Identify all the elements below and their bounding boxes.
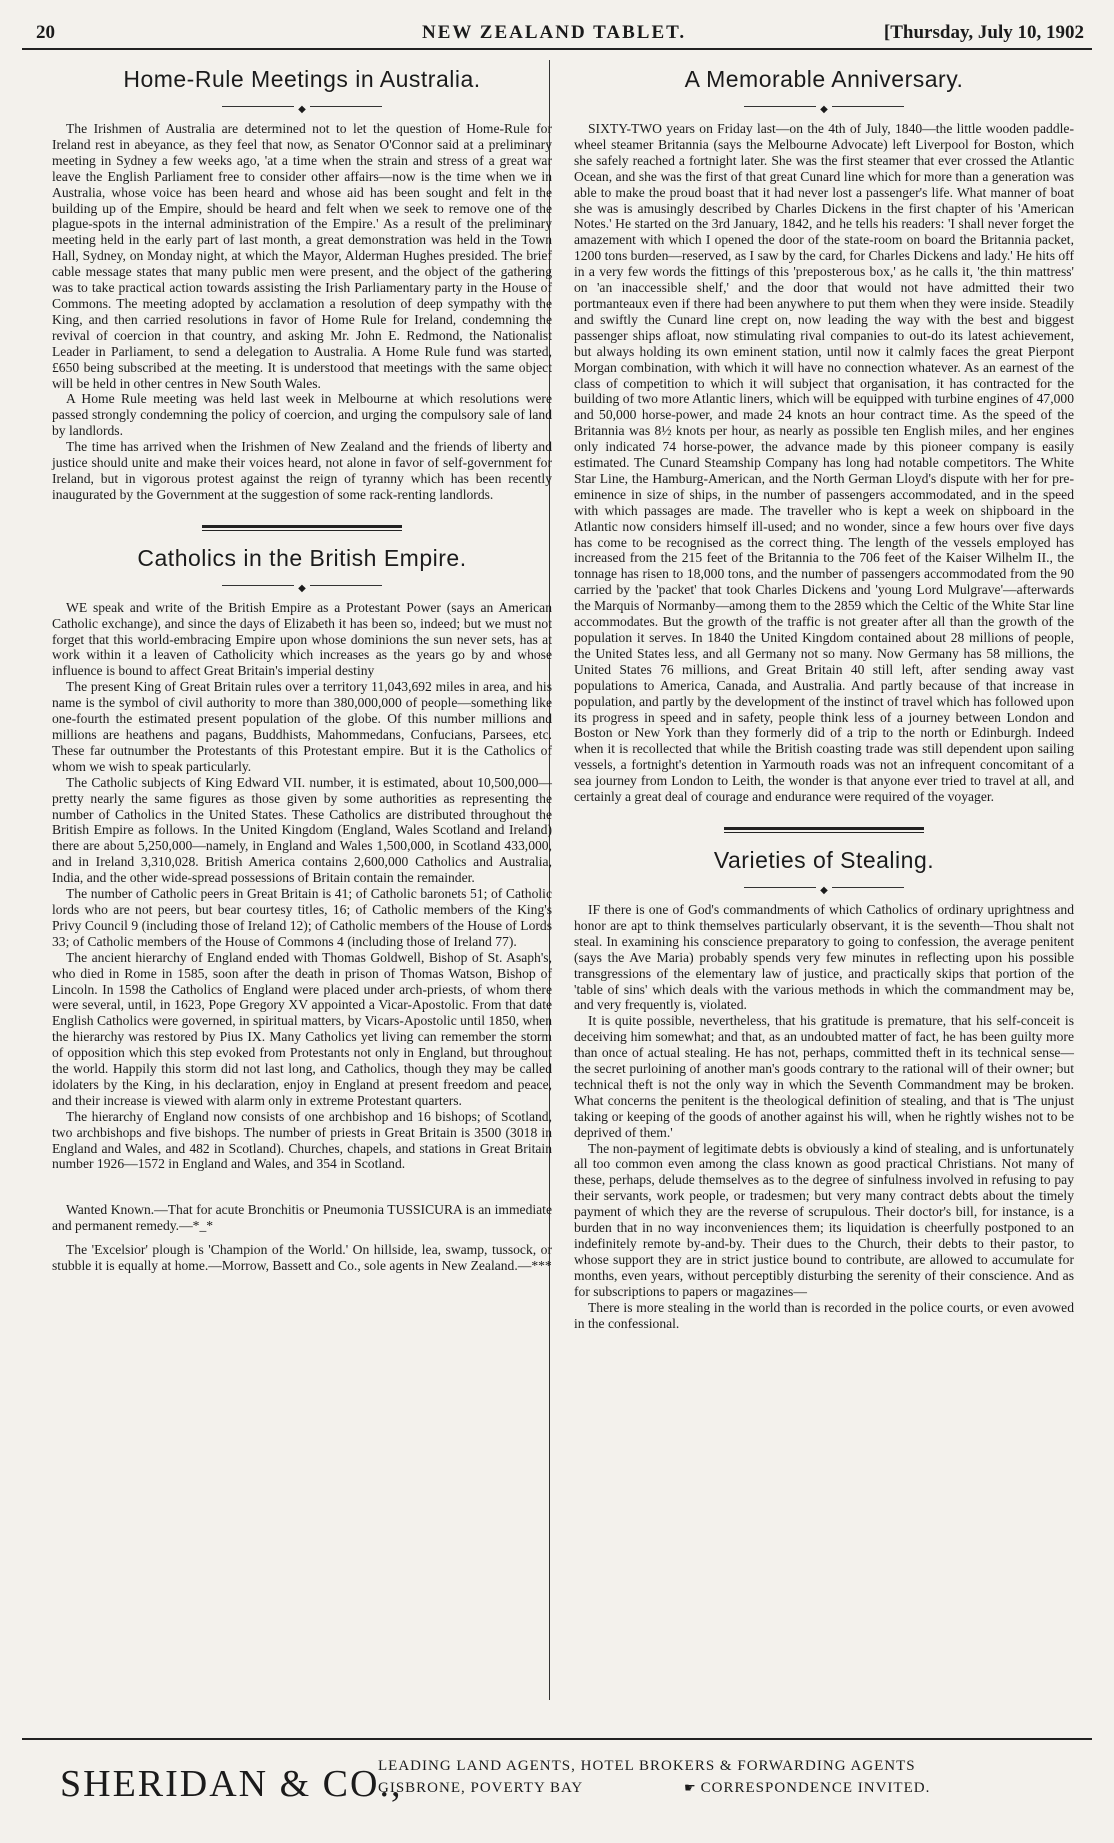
paragraph: A Home Rule meeting was held last week in Melbourne at which resolutions were passed strongly condemning the policy of coercion, and urging the compulsory sale of land by landlords. (52, 391, 552, 439)
paragraph: The Irishmen of Australia are determined not to let the question of Home-Rule for Ireland rest in abeyance, as they feel that now, as Senator O'Connor said at a preliminary meeting in Sydney a few weeks ago, 'at a time when the strain and stress of a great war leave the English Parliament free to consider other affairs—now is the time when we in Australia, whose voice has been heard and whose aid has been sought and felt in the building up of the Empire, should be heard and felt when we seek to remove one of the plague-spots in the internal administration of the Empire.' As a result of the preliminary meeting held in the early part of last month, a great demonstration was held in the Town Hall, Sydney, on Monday night, at which the Mayor, Alderman Hughes presided. The brief cable message states that many public men were present, and the object of the gathering was to take practical action towards assisting the Irish Parliamentary party in the House of Commons. The meeting adopted by acclamation a resolution of deep sympathy with the King, and then carried resolutions in favor of Home Rule for Ireland, condemning the revival of coercion in that country, and asking Mr. John E. Redmond, the Nationalist Leader in Parliament, to send a delegation to Australia. A Home Rule fund was started, £650 being subscribed at the meeting. It is understood that meetings with the same object will be held in other centres in New South Wales. (52, 121, 552, 391)
article-stealing (574, 847, 1074, 1331)
page-number: 20 (36, 22, 55, 43)
paragraph: The time has arrived when the Irishmen of New Zealand and the friends of liberty and justice should unite and make their voices heard, not alone in favor of self-government for Ireland, but in vigorous protest against the reign of tyranny which has been recently inaugurated by the Government at the suggestion of some rack-renting landlords. (52, 439, 552, 502)
footer-advert (22, 1738, 1092, 1830)
article-home-rule (52, 66, 552, 503)
publication-title: NEW ZEALAND TABLET. (422, 22, 687, 43)
article-catholics (52, 545, 552, 1173)
advertisement: The 'Excelsior' plough is 'Champion of the World.' On hillside, lea, swamp, tussock, or stubble it is equally at home.—Morrow, Bassett and Co., sole agents in New Zealand.—*** (52, 1242, 552, 1274)
advertiser-services: LEADING LAND AGENTS, HOTEL BROKERS & FORWARDING AGENTS (378, 1758, 916, 1774)
title-ornament: ◆ (52, 99, 552, 113)
article-title: Catholics in the British Empire. (137, 544, 467, 571)
advertiser-location: GISBRONE, POVERTY BAY (378, 1780, 584, 1796)
paragraph: The hierarchy of England now consists of one archbishop and 16 bishops; of Scotland, two archbishops and five bishops. The number of priests in Great Britain is 3500 (3018 in England and Wales, and 482 in Scotland). Churches, chapels, and stations in Great Britain number 1926—1572 in England and Wales, and 354 in Scotland. (52, 1108, 552, 1172)
title-ornament: ◆ (574, 880, 1074, 894)
title-ornament: ◆ (52, 578, 552, 592)
issue-date: [Thursday, July 10, 1902 (883, 22, 1084, 43)
section-rule (724, 827, 924, 833)
pointing-hand-icon: ☛ (684, 1780, 697, 1795)
article-anniversary (574, 66, 1074, 805)
section-rule (202, 525, 402, 531)
correspondence-invite (684, 1780, 930, 1797)
page-header (22, 18, 1092, 50)
advertisement: Wanted Known.—That for acute Bronchitis or Pneumonia TUSSICURA is an immediate and permanent remedy.—*_* (52, 1202, 552, 1234)
invite-text: CORRESPONDENCE INVITED. (700, 1780, 931, 1796)
paragraph: The present King of Great Britain rules over a territory 11,043,692 miles in area, and his name is the symbol of civil authority to more than 380,000,000 of people—something like one-fourth the estimated present population of the globe. Of this number millions and millions are heathens and pagans, Buddhists, Mahommedans, Confucians, Parsees, etc. These far outnumber the Protestants of this Protestant empire. But it is the Catholics of whom we wish to speak particularly. (52, 679, 552, 774)
paragraph: There is more stealing in the world than is recorded in the police courts, or even avowed in the confessional. (574, 1299, 1074, 1331)
article-title: Home-Rule Meetings in Australia. (123, 66, 481, 92)
article-title: Varieties of Stealing. (713, 846, 935, 873)
paragraph: The non-payment of legitimate debts is obviously a kind of stealing, and is unfortunately all too common even among the class known as good practical Christians. Not many of these, perhaps, delude themselves as to the degree of sinfulness involved in refusing to pay their servants, work people, or tradesmen; but very many contract debts about the timely payment of which they are the reverse of scrupulous. Their doctor's bill, for instance, is a burden that in no way inconveniences them; its liquidation is cheerfully postponed to an indefinitely remote by-and-by. Their dues to the Church, their debts to their pastor, to whose support they are in strict justice bound to contribute, are allowed to accumulate for months, even years, without perceptibly disturbing the serenity of their conscience. And as for subscriptions to papers or magazines— (574, 1140, 1074, 1299)
paragraph: SIXTY-TWO years on Friday last—on the 4th of July, 1840—the little wooden paddle-wheel steamer Britannia (says the Melbourne Advocate) left Liverpool for Boston, which she safely reached a fortnight later. She was the first steamer that ever crossed the Atlantic Ocean, and she was the first of that great Cunard line which for more than a generation was able to make the proud boast that it had never lost a passenger's life. What manner of boat she was is amusingly described by Charles Dickens in the first chapter of his 'American Notes.' He started on the 3rd January, 1842, and he tells his readers: 'I shall never forget the amazement with which I opened the door of the state-room on board the Britannia packet, 1200 tons burden—reserved, as I saw by the card, for Charles Dickens and lady.' He hits off in a very few words the fittings of this 'preposterous box,' as he calls it, 'the thin mattress' on 'an inaccessible shelf,' and the door that would not have admitted their two portmanteaux even if there had been anywhere to put them when they were inside. Steadily and swiftly the Cunard line crept on, now leading the way with the best and biggest passenger ships afloat, now stimulating rival companies to out-do its latest achievement, but always holding its own eminent station, until now it calmly faces the great Pierpont Morgan combination, with which it will have no connection whatever. As an earnest of the class of competition to which it will subject that organisation, it has contracted for the building of two more Atlantic liners, which will be equipped with turbine engines of 47,000 and 50,000 horse-power, and made 24 knots an hour contract time. As the speed of the Britannia was 8½ knots per hour, as nearly as possible ten English miles, and her engines only indicated 74 horse-power, the advance made by this pioneer company is easily estimated. The Cunard Steamship Company has long had notable competitors. The White Star Line, the Hamburg-American, and the North German Lloyd's dispute with her for pre-eminence in size of ships, in the number of passengers accommodated, and in the speed with which passages are made. The traveller who is kept a week on shipboard in the Atlantic now considers himself ill-used; and no wonder, since a few hours over five days has come to be recognised as the correct thing. The length of the vessels employed has increased from the 215 feet of the Britannia to the 706 feet of the Kaiser Wilhelm II., the tonnage has risen to 18,000 tons, and the number of passengers accommodated from the 90 carried by the 'packet' that took Charles Dickens and 'young Lord Mulgrave'—afterwards the Marquis of Normanby—among them to the 2859 which the Celtic of the White Star line accommodates. But the growth of the traffic is not greater after all than the growth of the population it serves. In 1840 the United Kingdom contained about 28 millions of people, the United States less, and all Germany not so many. Now Germany has 58 millions, the United States 76 millions, and Great Britain 40 still left, after sending away vast populations to America, Canada, and Australia. And partly because of that increase in population, and partly by the development of the instinct of travel which has followed upon its progress in speed and in safety, people think less of a journey between London and Boston or New York than they formerly did of a trip to the north or Edinburgh. Indeed when it is recollected that while the British coasting trade was still dependent upon sailing vessels, a fortnight's detention in Yarmouth roads was not an infrequent concomitant of a sea journey from London to Leith, the wonder is that anyone ever tried to travel at all, and certainly a great deal of courage and endurance were required of the voyager. (574, 121, 1074, 805)
advertisements (52, 1202, 552, 1274)
right-column (574, 58, 1074, 1331)
advertiser-name: SHERIDAN & CO., (60, 1763, 403, 1805)
title-ornament: ◆ (574, 99, 1074, 113)
paragraph: It is quite possible, nevertheless, that his gratitude is premature, that his self-conceit is deceiving him somewhat; and that, as an undoubted matter of fact, he has been guilty more than once of actual stealing. He has not, perhaps, committed theft in its technical sense—the secret purloining of another man's goods contrary to the rational will of their owner; but technical theft is not the only way in which the Seventh Commandment may be broken. What concerns the penitent is the theological definition of stealing, and that is 'The unjust taking or keeping of the goods of another against his will, when he rightly wishes not to be deprived of them.' (574, 1013, 1074, 1140)
paragraph: The number of Catholic peers in Great Britain is 41; of Catholic baronets 51; of Catholic lords who are not peers, but bear courtesy titles, 16; of Catholic members of the King's Privy Council 9 (including those of Ireland 12); of Catholic members of the House of Lords 33; of Catholic members of the House of Commons 4 (including those of Ireland 77). (52, 886, 552, 949)
left-column (52, 58, 552, 1274)
paragraph: IF there is one of God's commandments of which Catholics of ordinary uprightness and honor are apt to think themselves particularly observant, it is the seventh—Thou shalt not steal. In examining his conscience preparatory to going to confession, the average penitent (says the Ave Maria) probably spends very few minutes in reflecting upon his possible transgressions of the elementary law of justice, and practically skips that portion of the 'table of sins' which deals with the various methods in which the commandment may be, and very frequently is, violated. (574, 901, 1074, 1013)
article-title: A Memorable Anniversary. (684, 66, 964, 92)
paragraph: The ancient hierarchy of England ended with Thomas Goldwell, Bishop of St. Asaph's, who died in Rome in 1585, soon after the death in prison of Thomas Watson, Bishop of Lincoln. In 1598 the Catholics of England were placed under arch-priests, of whom there were several, until, in 1623, Pope Gregory XV appointed a Vicar-Apostolic. From that date English Catholics were governed, in spiritual matters, by Vicars-Apostolic until 1850, when the hierarchy was restored by Pius IX. Many Catholics yet living can remember the storm of opposition which this step evoked from Protestants not only in England, but throughout the world. Happily this storm did not last long, and Catholics, though they may be called idolaters by the King, in his declaration, enjoy in England at present freedom and peace, and their increase is viewed with alarm only in extreme Protestant quarters. (52, 949, 552, 1108)
paragraph: WE speak and write of the British Empire as a Protestant Power (says an American Catholic exchange), and since the days of Elizabeth it has been so, indeed; but we must not forget that this world-embracing Empire upon whose dominions the sun never sets, has at work within it a leaven of Catholicity which increases as the years go by and whose influence is bound to affect Great Britain's imperial destiny (52, 599, 552, 679)
paragraph: The Catholic subjects of King Edward VII. number, it is estimated, about 10,500,000—pretty nearly the same figures as those given by some authorities as representing the number of Catholics in the United States. These Catholics are distributed throughout the British Empire as follows. In the United Kingdom (England, Wales Scotland and Ireland) there are about 5,250,000—namely, in England and Wales 1,500,000, in Scotland 433,000, and in Ireland 3,310,028. British America contains 2,600,000 Catholics and Australia, India, and the other wide-spread possessions of Britain contain the remainder. (52, 774, 552, 886)
